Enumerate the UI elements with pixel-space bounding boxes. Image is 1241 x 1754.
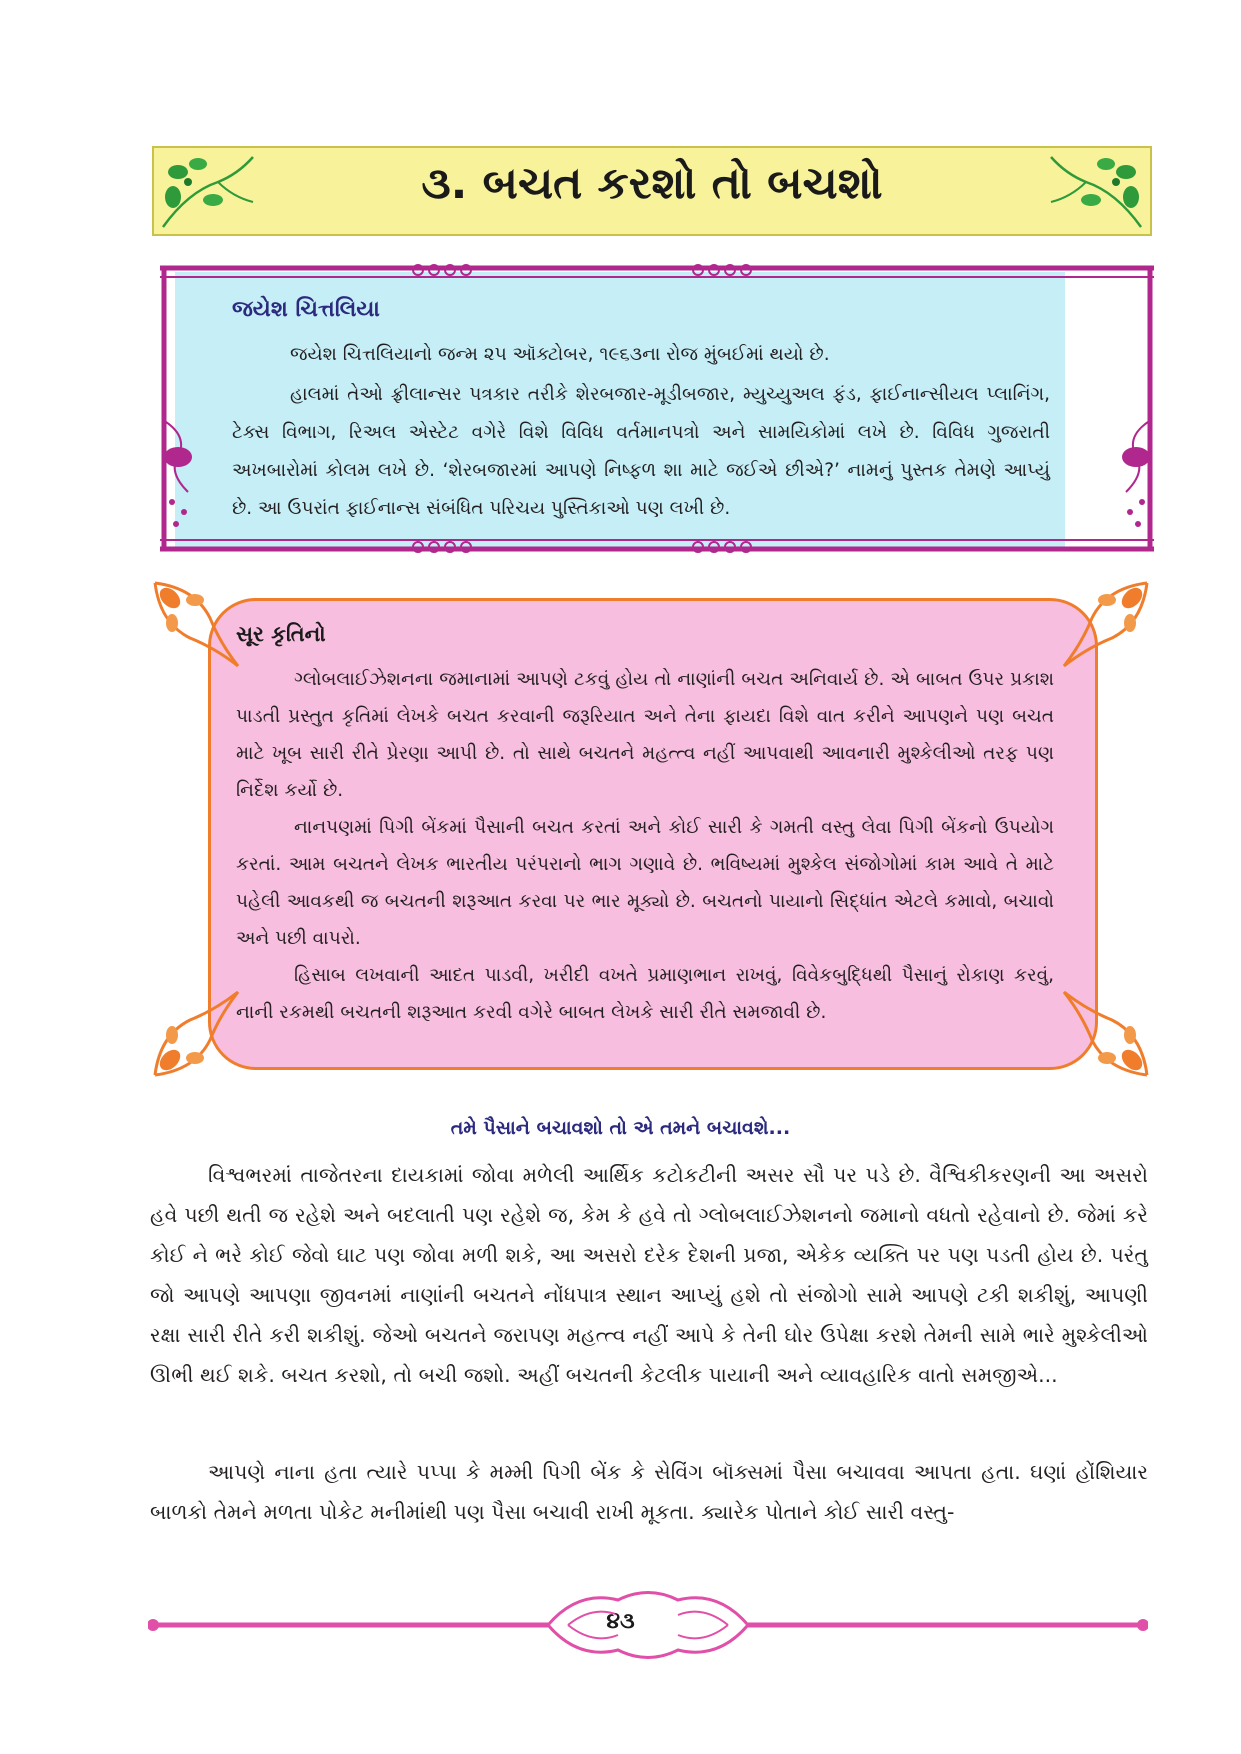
- orange-floral-ornament: [150, 578, 240, 668]
- summary-paragraph: હિસાબ લખવાની આદત પાડવી, ખરીદી વખતે પ્રમાણભાન રાખવું, વિવેકબુદ્ધિથી પૈસાનું રોકાણ કરવું, નાની રકમથી બચતની શરૂઆત કરવી વગેરે બાબત લેખકે સારી રીતે સમજાવી છે.: [236, 965, 1054, 1023]
- orange-floral-ornament: [1062, 990, 1152, 1080]
- orange-floral-ornament: [1062, 578, 1152, 668]
- chapter-title-banner: [152, 146, 1152, 236]
- body-paragraph: આપણે નાના હતા ત્યારે પપ્પા કે મમ્મી પિગી બેંક કે સેવિંગ બૉક્સમાં પૈસા બચાવવા આપતા હતા. ઘણાં હોંશિયાર બાળકો તેમને મળતા પોકેટ મનીમાંથી પણ પૈસા બચાવી રાખી મૂકતા. ક્યારેક પોતાને કોઈ સારી વસ્તુ-: [150, 1460, 1148, 1524]
- author-name: જયેશ ચિત્તલિયા: [232, 297, 380, 322]
- summary-paragraph: ગ્લોબલાઈઝેશનના જમાનામાં આપણે ટકવું હોય તો નાણાંની બચત અનિવાર્ય છે. એ બાબત ઉપર પ્રકાશ પાડતી પ્રસ્તુત કૃતિમાં લેખકે બચત કરવાની જરૂરિયાત અને તેના ફાયદા વિશે વાત કરીને આપણને પણ બચત માટે ખૂબ સારી રીતે પ્રેરણા આપી છે. તો સાથે બચતને મહત્ત્વ નહીં આપવાથી આવનારી મુશ્કેલીઓ તરફ પણ નિર્દેશ કર્યો છે.: [236, 669, 1054, 801]
- summary-heading: સૂર કૃતિનો: [236, 622, 326, 646]
- page-number: ૪૩: [606, 1609, 635, 1634]
- floral-corner-ornament: [1046, 152, 1146, 232]
- section-heading: તમે પૈસાને બચાવશો તો એ તમને બચાવશે...: [450, 1117, 791, 1139]
- author-bio-paragraph: હાલમાં તેઓ ફ્રીલાન્સર પત્રકાર તરીકે શેરબજાર-મૂડીબજાર, મ્યુચ્યુઅલ ફંડ, ફાઈનાન્સીયલ પ્લાનિંગ, ટેક્સ વિભાગ, રિઅલ એસ્ટેટ વગેરે વિશે વિવિધ વર્તમાનપત્રો અને સામયિકોમાં લખે છે. વિવિધ ગુજરાતી અખબારોમાં કોલમ લખે છે. ‘શેરબજારમાં આપણે નિષ્ફળ શા માટે જઈએ છીએ?’ નામનું પુસ્તક તેમણે આપ્યું છે. આ ઉપરાંત ફાઈનાન્સ સંબંધિત પરિચય પુસ્તિકાઓ પણ લખી છે.: [232, 384, 1050, 519]
- orange-floral-ornament: [150, 990, 240, 1080]
- summary-paragraph: નાનપણમાં પિગી બેંકમાં પૈસાની બચત કરતાં અને કોઈ સારી કે ગમતી વસ્તુ લેવા પિગી બેંકનો ઉપયોગ કરતાં. આમ બચતને લેખક ભારતીય પરંપરાનો ભાગ ગણાવે છે. ભવિષ્યમાં મુશ્કેલ સંજોગોમાં કામ આવે તે માટે પહેલી આવકથી જ બચતની શરૂઆત કરવા પર ભાર મૂક્યો છે. બચતનો પાયાનો સિદ્ધાંત એટલે કમાવો, બચાવો અને પછી વાપરો.: [236, 817, 1054, 949]
- body-paragraph: વિશ્વભરમાં તાજેતરના દાયકામાં જોવા મળેલી આર્થિક કટોકટીની અસર સૌ પર પડે છે. વૈશ્વિકીકરણની આ અસરો હવે પછી થતી જ રહેશે અને બદલાતી પણ રહેશે જ, કેમ કે હવે તો ગ્લોબલાઈઝેશનનો જમાનો વધતો રહેવાનો છે. જેમાં કરે કોઈ ને ભરે કોઈ જેવો ઘાટ પણ જોવા મળી શકે, આ અસરો દરેક દેશની પ્રજા, એકેક વ્યક્તિ પર પણ પડતી હોય છે. પરંતુ જો આપણે આપણા જીવનમાં નાણાંની બચતને નોંધપાત્ર સ્થાન આપ્યું હશે તો સંજોગો સામે આપણે ટકી શકીશું, આપણી રક્ષા સારી રીતે કરી શકીશું. જેઓ બચતને જરાપણ મહત્ત્વ નહીં આપે કે તેની ઘોર ઉપેક્ષા કરશે તેમની સામે ભારે મુશ્કેલીઓ ઊભી થઈ શકે. બચત કરશો, તો બચી જશો. અહીં બચતની કેટલીક પાયાની અને વ્યાવહારિક વાતો સમજીએ...: [150, 1163, 1148, 1387]
- chapter-title: ૩. બચત કરશો તો બચશો: [421, 158, 883, 209]
- author-bio-paragraph: જયેશ ચિત્તલિયાનો જન્મ ૨૫ ઑક્ટોબર, ૧૯૬૩ના રોજ મુંબઈમાં થયો છે.: [290, 344, 830, 365]
